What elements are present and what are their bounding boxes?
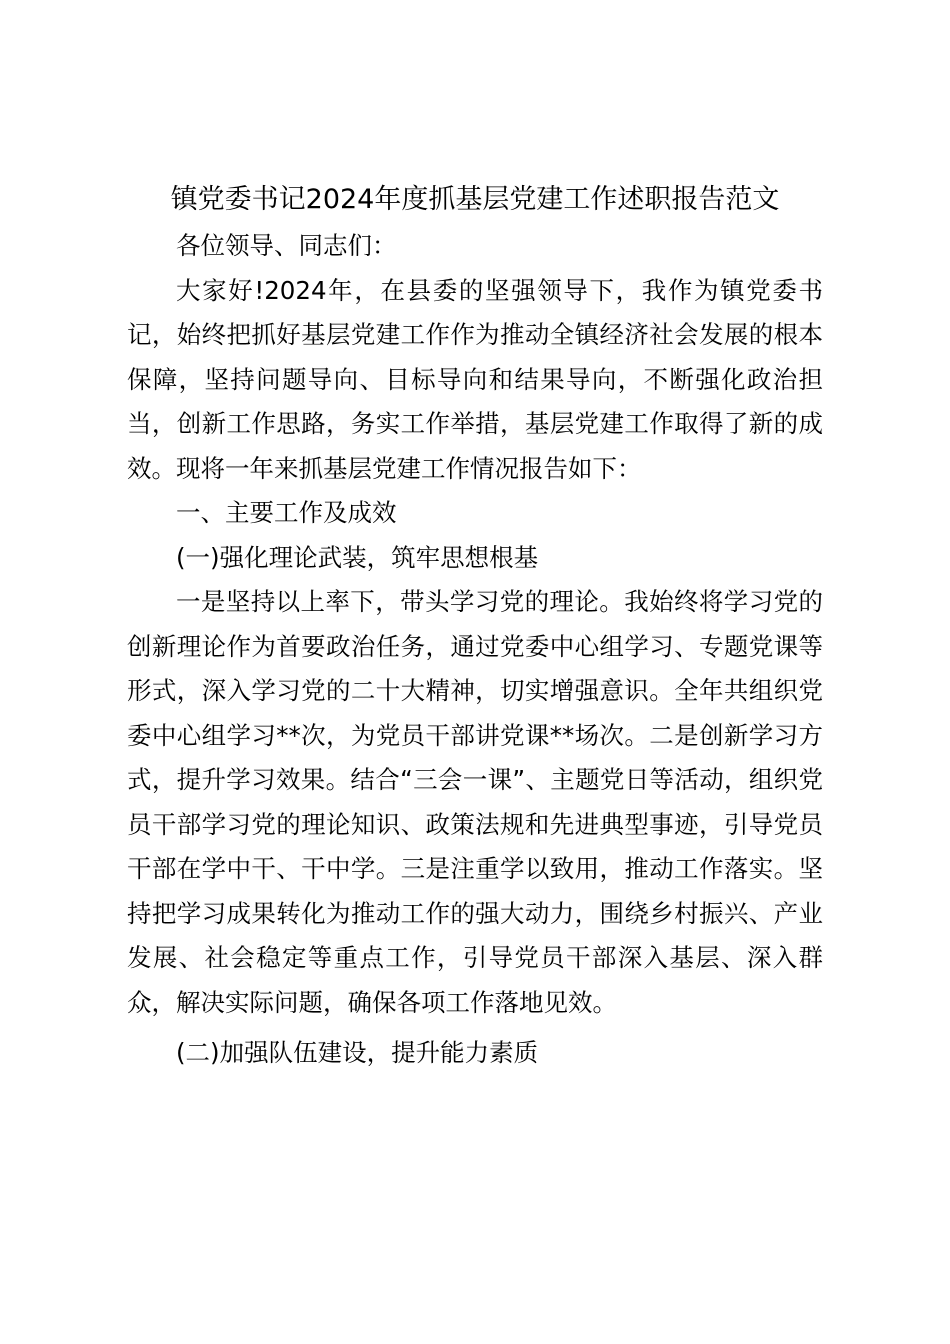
section-heading: 一、主要工作及成效 [176,498,397,527]
document-body [127,224,823,1076]
subsection-heading: (一)强化理论武装，筑牢思想根基 [176,542,539,572]
intro-paragraph: 大家好!2024年，在县委的坚强领导下，我作为镇党委书记，始终把抓好基层党建工作作为推动全镇经济社会发展的根本保障，坚持问题导向、目标导向和结果导向，不断强化政治担当，创新工作思路，务实工作举措，基层党建工作取得了新的成效。现将一年来抓基层党建工作情况报告如下： [127,275,823,483]
document-title: 镇党委书记2024年度抓基层党建工作述职报告范文 [170,184,780,215]
subsection-heading: (二)加强队伍建设，提升能力素质 [176,1038,539,1067]
body-paragraph: 一是坚持以上率下，带头学习党的理论。我始终将学习党的创新理论作为首要政治任务，通过党委中心组学习、专题党课等形式，深入学习党的二十大精神，切实增强意识。全年共组织党委中心组学习**次，为党员干部讲党课**场次。二是创新学习方式，提升学习效果。结合“三会一课”、主题党日等活动，组织党员干部学习党的理论知识、政策法规和先进典型事迹，引导党员干部在学中干、干中学。三是注重学以致用，推动工作落实。坚持把学习成果转化为推动工作的强大动力，围绕乡村振兴、产业发展、社会稳定等重点工作，引导党员干部深入基层、深入群众，解决实际问题，确保各项工作落地见效。 [127,587,823,1017]
salutation: 各位领导、同志们： [176,231,397,260]
